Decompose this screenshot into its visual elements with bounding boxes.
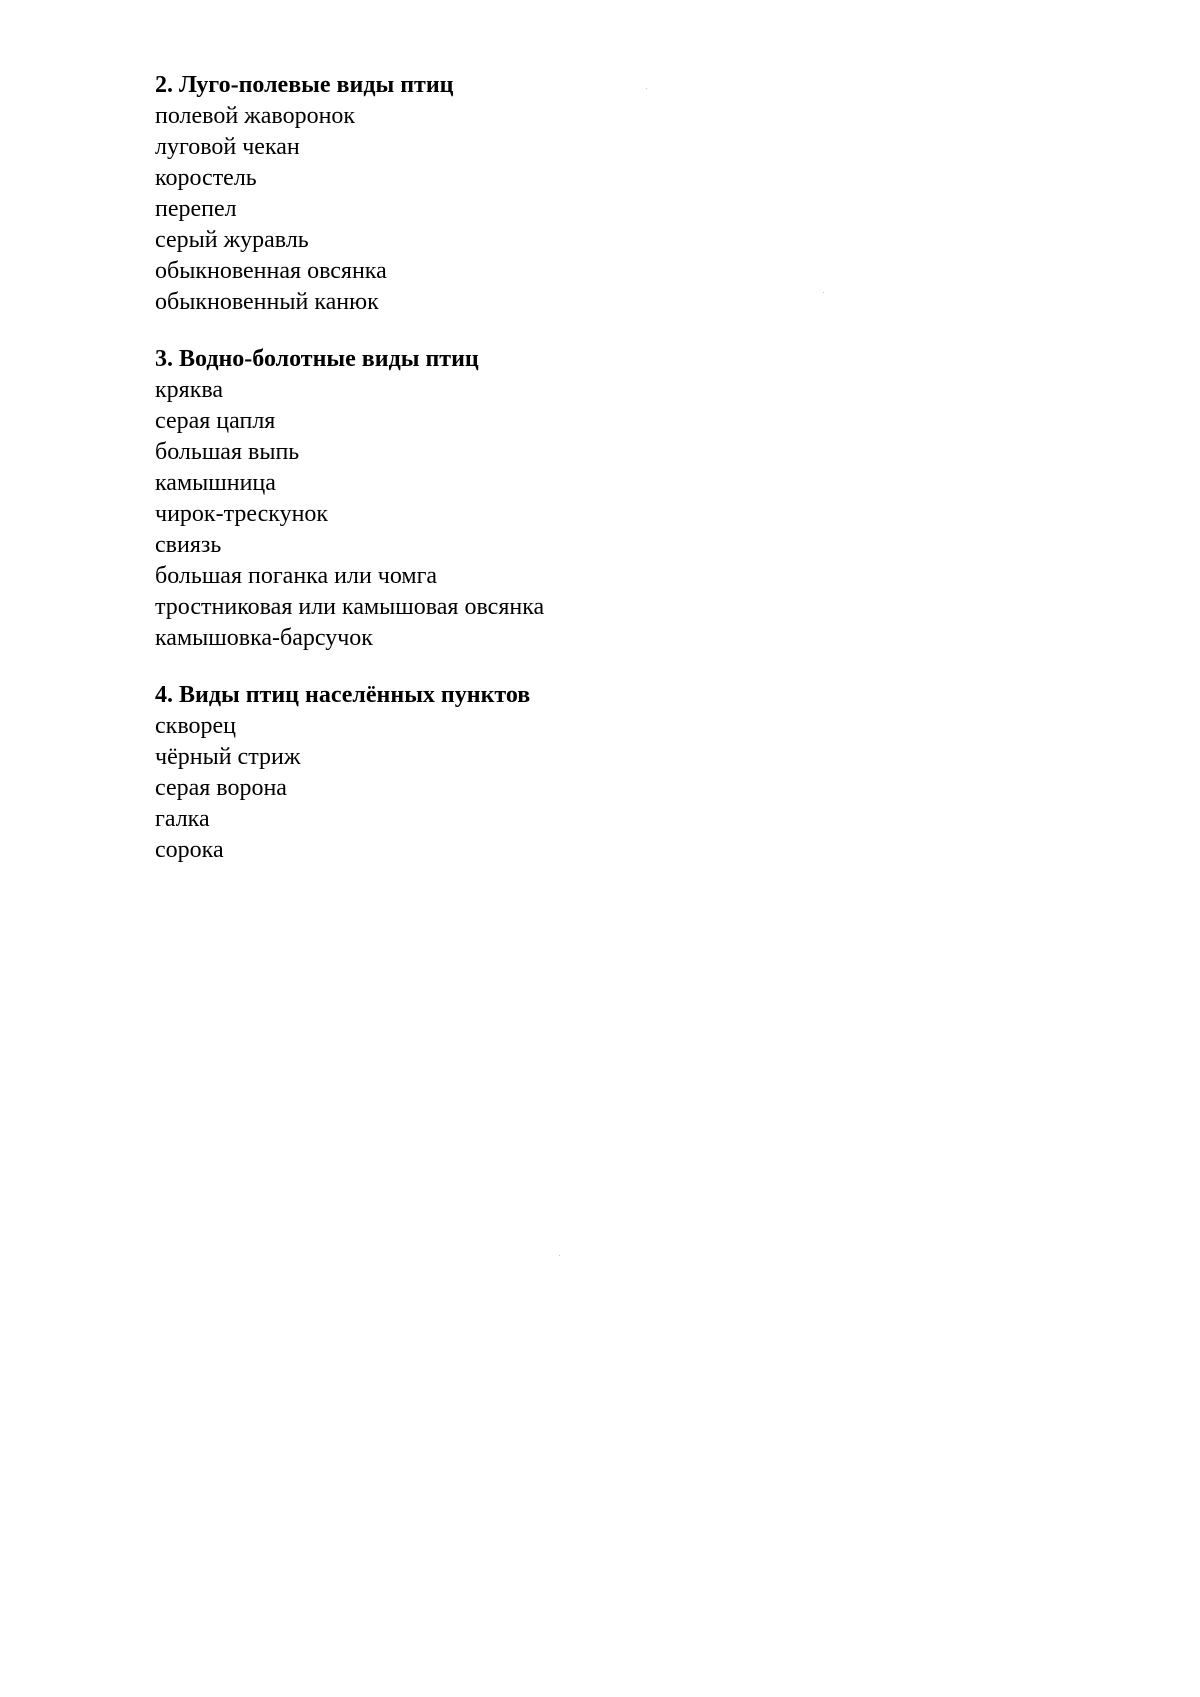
- species-list: [155, 101, 1055, 318]
- section-title: 2. Луго-полевые виды птиц: [155, 72, 454, 98]
- list-item: перепел: [155, 196, 237, 222]
- list-item: камышовка-барсучок: [155, 625, 373, 651]
- list-item: чирок-трескунок: [155, 501, 329, 527]
- section-meadow-field-birds: [155, 70, 1055, 318]
- list-item: тростниковая или камышовая овсянка: [155, 594, 545, 620]
- list-item: камышница: [155, 470, 276, 496]
- section-settlement-birds: [155, 680, 1055, 866]
- species-list: [155, 711, 1055, 866]
- list-item: обыкновенная овсянка: [155, 258, 387, 284]
- section-title: 4. Виды птиц населённых пунктов: [155, 682, 531, 708]
- list-item: галка: [155, 806, 210, 832]
- section-title: 3. Водно-болотные виды птиц: [155, 346, 479, 372]
- list-item: большая поганка или чомга: [155, 563, 438, 589]
- list-item: полевой жаворонок: [155, 103, 356, 129]
- list-item: коростель: [155, 165, 257, 191]
- list-item: большая выпь: [155, 439, 300, 465]
- document-content: [155, 70, 1055, 866]
- scan-speck: [646, 88, 647, 89]
- list-item: серый журавль: [155, 227, 309, 253]
- list-item: чёрный стриж: [155, 744, 301, 770]
- list-item: свиязь: [155, 532, 222, 558]
- list-item: обыкновенный канюк: [155, 289, 379, 315]
- list-item: серая ворона: [155, 775, 287, 801]
- list-item: кряква: [155, 377, 224, 403]
- species-list: [155, 375, 1055, 654]
- scan-speck: [559, 1255, 560, 1256]
- scan-speck: [823, 292, 824, 293]
- list-item: сорока: [155, 837, 224, 863]
- list-item: серая цапля: [155, 408, 276, 434]
- list-item: скворец: [155, 713, 236, 739]
- section-wetland-birds: [155, 344, 1055, 654]
- list-item: луговой чекан: [155, 134, 300, 160]
